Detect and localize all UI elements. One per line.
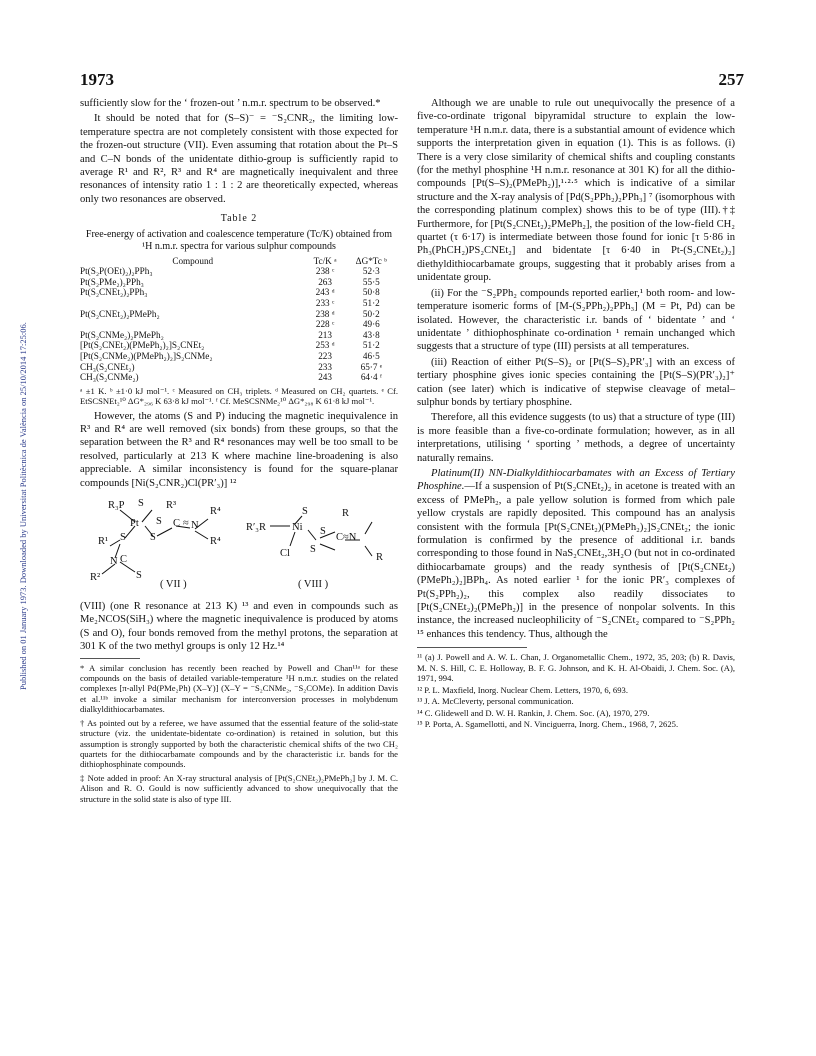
svg-text:S: S — [310, 544, 316, 556]
table-cell: 238 ᵈ — [315, 308, 335, 319]
table-cell: 65·7 ᵉ — [360, 361, 383, 372]
table-cell: Pt(S₂PMe₂)₂PPh₃ — [80, 276, 144, 287]
svg-text:N: N — [110, 556, 118, 568]
table-cell: 228 ᶜ — [315, 319, 335, 330]
svg-text:R: R — [376, 552, 384, 564]
footnote-divider — [80, 658, 140, 659]
reference-item: ¹¹ (a) J. Powell and A. W. L. Chan, J. Organometallic Chem., 1972, 35, 203; (b) R. Davis, M. N. S. Hill, C. E. Holloway, B. F. G. Johnson, and K. H. Al-Obaidi, J. Chem. Soc. (A), 1971, 994. — [417, 652, 735, 684]
svg-text:Pt: Pt — [130, 518, 139, 530]
table-row — [80, 319, 398, 330]
table-cell: CH₃(S₂CNMe₂) — [80, 372, 139, 383]
table-cell: 51·2 — [362, 340, 380, 351]
svg-text:R′₃R: R′₃R — [246, 522, 266, 534]
journal-year: 1973 — [80, 70, 114, 89]
table-row — [80, 298, 398, 309]
reference-item: ¹⁴ C. Glidewell and D. W. H. Rankin, J. Chem. Soc. (A), 1970, 279. — [417, 707, 650, 718]
references-list — [417, 652, 735, 730]
table-cell: 50·8 — [362, 287, 380, 298]
table-cell: Pt(S₂CNMe₂)₂PMePh₂ — [80, 329, 164, 340]
svg-text:R³: R³ — [166, 500, 177, 512]
table-cell: 238 ᶜ — [315, 266, 335, 277]
table-row — [80, 351, 398, 362]
table-title: Table 2 — [220, 213, 258, 225]
table-cell: 55·5 — [362, 276, 380, 287]
table-row — [80, 330, 398, 341]
table-cell: 50·2 — [362, 308, 380, 319]
table-cell: 243 ᵈ — [315, 287, 335, 298]
table-cell: 51·2 — [362, 298, 380, 309]
section-text: —If a suspension of Pt(S₂CNEt₂)₂ in acetone is treated with an excess of PMePh₂, a pale yellow solution is formed from which pale yellow crystals are rapidly deposited. This compound has an analysis consistent with the formula [Pt(S₂CNEt₂)(PMePh₂)₂]S₂CNEt₂; the ionic formulation is confirmed by the presence of additional i.r. bands corresponding to those found in NaS₂CNEt₂,3H₂O (but not in co-ordinated dithiocarbamate groups) and the ready synthesis of [Pt(S₂CNEt₂)(PMePh₂)₂]BPh₄. As noted earlier ¹ for the ionic PR′₃ complexes of Pt(S₂PPh₂)₂, this complex also readily dissociates to [Pt(S₂CNEt₂)₂(PMePh₂)] in the presence of nonpolar solvents. In this instance, the increased nucleophilicity of ⁻S₂CNEt₂ compared to ⁻S₂PPh₂ ¹⁵ enhances this tendency. Thus, although the — [417, 481, 735, 640]
svg-text:R: R — [342, 508, 350, 520]
table-row — [80, 266, 398, 277]
svg-text:S: S — [156, 516, 162, 528]
table-row — [80, 287, 398, 298]
table-caption: Free-energy of activation and coalescence temperature (Tc/K) obtained from ¹H n.m.r. spectra for various sulphur compounds — [85, 228, 393, 252]
table-cell: 64·4 ᶠ — [360, 372, 382, 383]
table-row — [80, 340, 398, 351]
paragraph: It should be noted that for (S–S)⁻ = ⁻S₂CNR₂, the limiting low-temperature spectra are not completely consistent with those expected for the frozen-out structure (VII). Even assuming that rotation about the Pt–S and C–N bonds of the unidentate dithio-group is sufficiently rapid to average R¹ and R², R³ and R⁴ are magnetically inequivalent and three resonances of intensity ratio 1 : 1 : 2 are theoretically expected, whereas only two resonances are observed. — [80, 113, 398, 205]
download-watermark-text: Published on 01 January 1973. Downloaded by Universitat Politècnica de València on 25/10/2014 17:25:06. — [18, 322, 28, 690]
structure-label-vii: ( VII ) — [160, 579, 187, 591]
paragraph: (ii) For the ⁻S₂PPh₂ compounds reported earlier,¹ both room- and low-temperature isomeric forms of [M-(S₂PPh₂)₂PPh₃] (M = Pt, Pd) can be isolated. However, the characteristic i.r. bands of ‘ bidentate ’ and ‘ unidentate ’ dithiophosphinate co-ordination ¹ remain unchanged which suggests that a structure of type (III) persists at all temperatures. — [417, 287, 735, 353]
table-cell: 233 ᶜ — [315, 298, 335, 309]
table-cell: 223 — [318, 351, 332, 361]
table-footnote: ᵃ ±1 K. ᵇ ±1·0 kJ mol⁻¹. ᶜ Measured on CH₃ triplets. ᵈ Measured on CH₂ quartets. ᵉ Cf. EtSCSNEt₂¹⁰ ΔG*₂₉₆ K 63·8 kJ mol⁻¹. ᶠ Cf. MeSCSNMe₂¹⁰ ΔG*₂₉₈ K 61·8 kJ mol⁻¹. — [80, 385, 398, 407]
table-cell: 43·8 — [362, 329, 380, 340]
download-watermark — [6, 130, 28, 690]
table-cell: 253 ᵈ — [315, 340, 335, 351]
section-paragraph — [417, 467, 735, 641]
table-cell: 263 — [318, 276, 332, 287]
paragraph: (iii) Reaction of either Pt(S–S)₂ or [Pt(S–S)₂PR′₃] with an excess of tertiary phosphine gives ionic species containing the [Pt(S–S)(PR′₃)₂]⁺ cation (see later) which is indicative of stepwise cleavage of metal–sulphur bonds by tertiary phosphine. — [417, 356, 735, 408]
paragraph: However, the atoms (S and P) inducing the magnetic inequivalence in R³ and R⁴ are well removed (six bonds) from these groups, so that the separation between the R³ and R⁴ resonances may well be too small to be resolved, particularly at 213 K where machine line-broadening is also appreciable. A similar inconsistency is found for the square-planar compounds [Ni(S₂CNR₂)Cl(PR′₃)] ¹² — [80, 410, 398, 489]
svg-text:S: S — [120, 532, 126, 544]
reference-item: ¹² P. L. Maxfield, Inorg. Nuclear Chem. Letters, 1970, 6, 693. — [417, 684, 628, 695]
table-cell — [80, 298, 305, 309]
table-body — [80, 266, 398, 383]
page-number: 257 — [718, 70, 744, 89]
data-table — [80, 256, 398, 383]
svg-text:S: S — [138, 498, 144, 510]
footnote: * A similar conclusion has recently been reached by Powell and Chan¹¹ᵃ for these compounds on the basis of detailed variable-temperature ¹H n.m.r. studies on the related complexes [π-allyl Pd(PMe₂Ph) (X–Y)] (X–Y = ⁻S₂CNMe₂, ⁻S₂COMe). In addition Davis et al.¹¹ᵇ invoke a similar mechanism for interconversion processes in molybdenum dialkyldithiocarbamates. — [80, 662, 398, 715]
svg-text:Cl: Cl — [280, 548, 290, 560]
table-cell: Pt(S₂CNEt₂)₂PMePh₂ — [80, 308, 160, 319]
table-cell: Pt(S₂CNEt₂)₂PPh₃ — [80, 287, 148, 298]
svg-text:R₃P: R₃P — [108, 500, 125, 512]
svg-text:C: C — [173, 518, 181, 530]
table-header: ΔG*Tc ᵇ — [355, 255, 387, 266]
table-row — [80, 362, 398, 373]
table-cell: CH₃(S₂CNEt₂) — [80, 361, 135, 372]
svg-text:N: N — [191, 520, 199, 532]
svg-text:R¹: R¹ — [98, 536, 109, 548]
table-header: Compound — [172, 255, 214, 266]
paragraph: (VIII) (one R resonance at 213 K) ¹³ and even in compounds such as Me₂NCOS(SiH₃) where the magnetic inequivalence is produced by atoms (S and O), four bonds removed from the methyl protons, the separation at 301 K of the two methyl groups is only 12 Hz.¹⁴ — [80, 601, 398, 653]
table-row — [80, 309, 398, 320]
svg-text:R²: R² — [90, 572, 101, 584]
structure-label-viii: ( VIII ) — [298, 579, 329, 591]
table-cell: 52·3 — [362, 266, 380, 277]
table-cell: Pt(S₂P(OEt)₂)₂PPh₃ — [80, 266, 153, 277]
table-row — [80, 277, 398, 288]
table-cell: 213 — [318, 329, 332, 340]
left-column — [80, 97, 398, 807]
svg-text:R⁴: R⁴ — [210, 506, 221, 518]
table-header-row — [80, 256, 398, 267]
table-cell: [Pt(S₂CNMe₂)(PMePh₂)₂]S₂CNMe₂ — [80, 351, 213, 361]
svg-text:S: S — [136, 570, 142, 582]
section-heading: Platinum(II) NN-Dialkyldithiocarbamates with an Excess of Tertiary Phosphine. — [417, 467, 735, 493]
paragraph: Therefore, all this evidence suggests (to us) that a structure of type (III) is more feasible than a five-co-ordinate formulation; however, as in all interpretations, utilising ‘ sporting ’ methods, a degree of uncertainty naturally remains. — [417, 412, 735, 464]
footnote: † As pointed out by a referee, we have assumed that the essential feature of the solid-state structure (viz. the unidentate-bidentate co-ordination) is retained in solution, but this assumption is strongly supported by both the characteristic chemical shifts of the two CH₂ quartets for the dithiocarbamate compounds and by the characteristic i.r. bands for the dithiophosphinate compounds. — [80, 717, 398, 770]
svg-text:R⁴: R⁴ — [210, 536, 221, 548]
right-column — [417, 97, 735, 731]
svg-text:S: S — [302, 506, 308, 518]
table-header: Tc/K ᵃ — [313, 255, 337, 266]
chemical-structures-figure — [80, 496, 398, 594]
table-cell: 46·5 — [362, 351, 380, 361]
table-cell: 233 — [318, 361, 332, 372]
table-cell — [80, 319, 305, 330]
svg-text:S: S — [150, 532, 156, 544]
table-cell: 243 — [318, 372, 332, 383]
svg-text:≈: ≈ — [183, 518, 189, 530]
structure-drawing — [80, 496, 398, 594]
svg-text:C≈N: C≈N — [336, 532, 357, 544]
reference-item: ¹⁵ P. Porta, A. Sgamellotti, and N. Vinciguerra, Inorg. Chem., 1968, 7, 2625. — [417, 719, 679, 730]
table-cell: 49·6 — [362, 319, 380, 330]
table-cell: [Pt(S₂CNEt₂)(PMePh₂)₂]S₂CNEt₂ — [80, 340, 205, 351]
svg-text:Ni: Ni — [292, 522, 303, 534]
paragraph: sufficiently slow for the ‘ frozen-out ’ n.m.r. spectrum to be observed.* — [80, 98, 381, 109]
svg-text:C: C — [120, 554, 128, 566]
table-row — [80, 372, 398, 383]
reference-item: ¹³ J. A. McCleverty, personal communication. — [417, 696, 574, 707]
paragraph: Although we are unable to rule out unequivocally the presence of a five-co-ordinate trigonal bipyramidal structure to explain the low-temperature ¹H n.m.r. data, there is a substantial amount of evidence which supports the interpretation given in equation (1). This is as follows. (i) There is a very close similarity of chemical shifts and coupling constants (for the methyl phosphine ¹H n.m.r. resonance at 301 K) for all the dithio-compounds [Pt(S–S)₂(PMePh₂)],¹·²·⁵ which is indicative of a similar structure and the X-ray analysis of [Pd(S₂PPh₂)₂PPh₃] ⁷ (isomorphous with the corresponding platinum complex) shows this to be of type (III).†‡ Furthermore, for [Pt(S₂CNEt₂)₂PMePh₂], the position of the low-field CH₂ quartet (τ 6·17) is intermediate between those found for ionic [τ 5·86 in Ph₃(PhCH₂)PS₂CNEt₂] and bidentate [τ 6·40 in Pt-(S₂CNEt₂)₂] diethyldithiocarbamate groups, suggesting that it probably arises from a unidentate group. — [417, 98, 735, 284]
svg-text:S: S — [320, 526, 326, 538]
references-divider — [417, 647, 527, 648]
footnote: ‡ Note added in proof: An X-ray structural analysis of [Pt(S₂CNEt₂)₂PMePh₂] by J. M. C. Alison and R. O. Gould is now sufficiently advanced to show unequivocally that the structure in the solid state is also of type III. — [80, 772, 398, 804]
